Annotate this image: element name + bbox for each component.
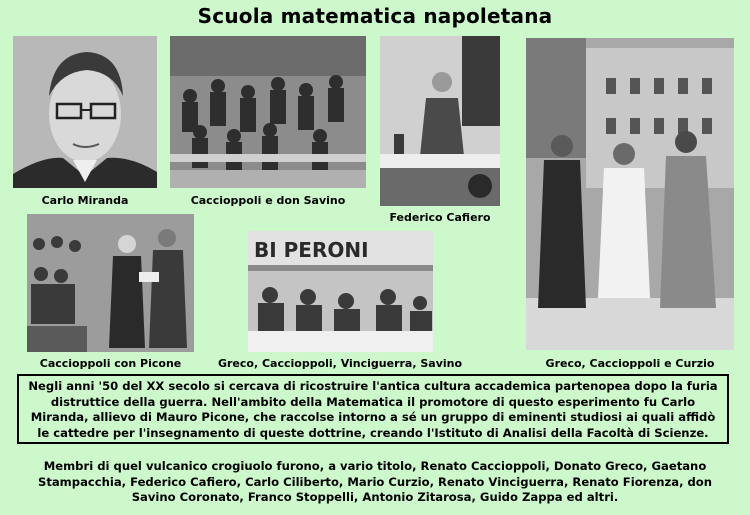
page-title: Scuola matematica napoletana: [197, 4, 553, 28]
peroni-sign: BI PERONI: [254, 238, 369, 262]
photo-greco-caccioppoli-curzio: [526, 38, 734, 350]
photo-greco-vinciguerra-savino: [248, 231, 433, 352]
caption-carlo-miranda: Carlo Miranda: [41, 194, 129, 207]
caption-caccioppoli-picone: Caccioppoli con Picone: [39, 357, 182, 370]
caption-federico-cafiero: Federico Cafiero: [389, 211, 491, 224]
caption-greco-caccioppoli-curzio: Greco, Caccioppoli e Curzio: [545, 357, 715, 370]
caption-greco-caccioppoli-vinciguerra-savino: Greco, Caccioppoli, Vinciguerra, Savino: [217, 357, 463, 370]
photo-carlo-miranda: [13, 36, 157, 188]
caption-caccioppoli-don-savino: Caccioppoli e don Savino: [190, 194, 346, 207]
photo-caccioppoli-picone: [27, 214, 194, 352]
photo-caccioppoli-don-savino: [170, 36, 366, 188]
photo-federico-cafiero: [380, 36, 500, 206]
intro-text-box: [17, 374, 729, 444]
members-text: Membri di quel vulcanico crogiuolo furono, a vario titolo, Renato Caccioppoli, Donato Greco, Gaetano Stampacchia, Federico Cafiero, Carlo Ciliberto, Mario Curzio, Renato Vinciguerra, Renato Fiorenza, don Savino Coronato, Franco Stoppelli, Antonio Zitarosa, Guido Zappa ed altri.: [37, 459, 713, 504]
intro-text: Negli anni '50 del XX secolo si cercava di ricostruire l'antica cultura accademica partenopea dopo la furia distruttice della guerra. Nell'ambito della Matematica il promotore di questo esperimento fu Carlo Miranda, allievo di Mauro Picone, che raccolse intorno a sé un gruppo di eminenti studiosi ai quali affidò le cattedre per l'insegnamento di queste dottrine, creando l'Istituto di Analisi della Facoltà di Scienze.: [28, 379, 718, 440]
